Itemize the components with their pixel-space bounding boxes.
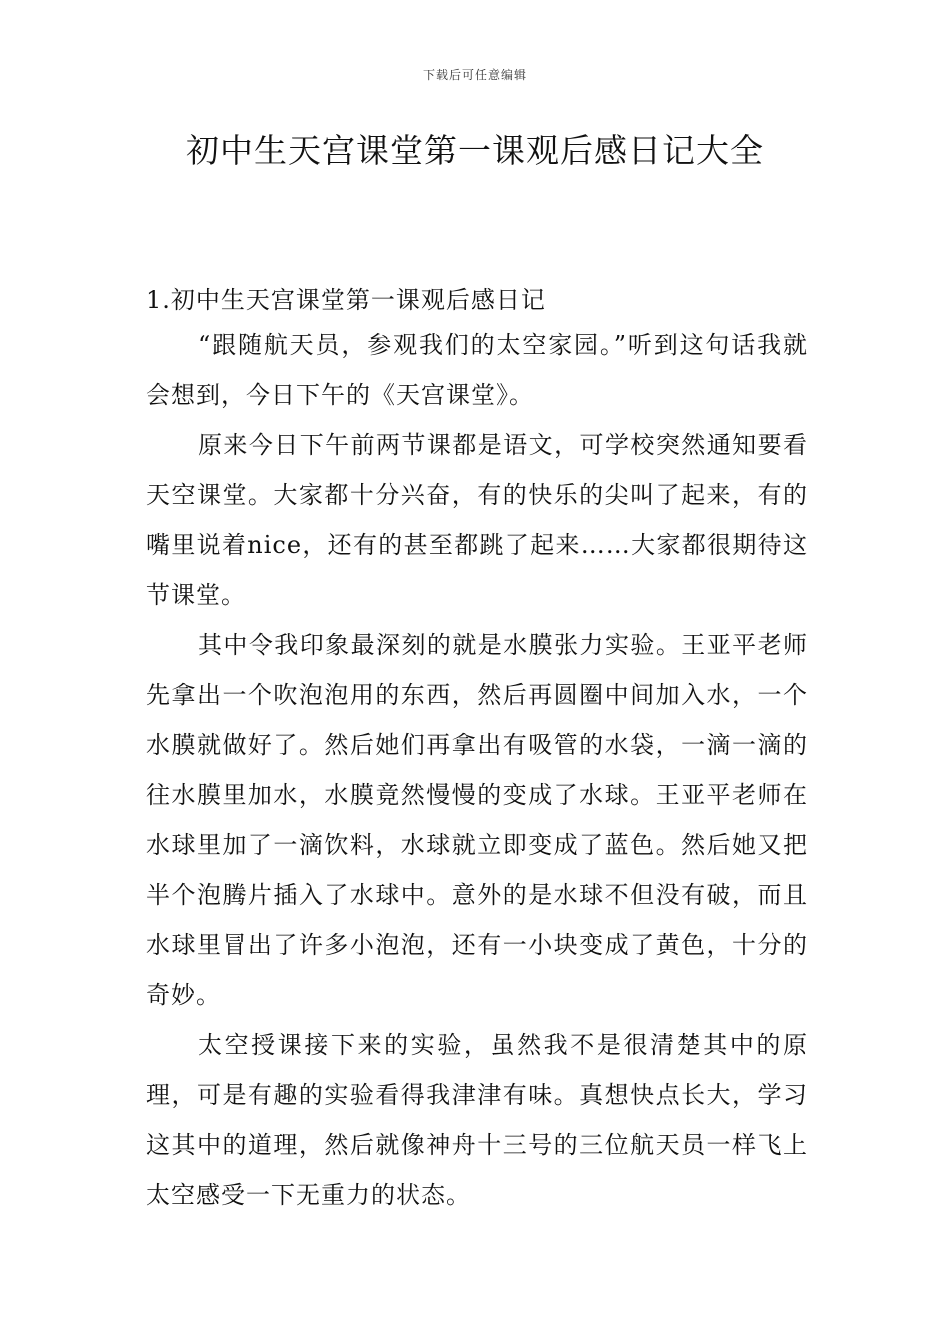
document-body [146,280,808,1220]
section-heading: 1.初中生天宫课堂第一课观后感日记 [146,286,546,314]
page-header-note: 下载后可任意编辑 [422,68,527,82]
document-title: 初中生天宫课堂第一课观后感日记大全 [186,131,764,170]
paragraph: 其中令我印象最深刻的就是水膜张力实验。王亚平老师先拿出一个吹泡泡用的东西，然后再圆圈中间加入水，一个水膜就做好了。然后她们再拿出有吸管的水袋，一滴一滴的往水膜里加水，水膜竟然慢慢的变成了水球。王亚平老师在水球里加了一滴饮料，水球就立即变成了蓝色。然后她又把半个泡腾片插入了水球中。意外的是水球不但没有破，而且水球里冒出了许多小泡泡，还有一小块变成了黄色，十分的奇妙。 [146,631,808,1009]
paragraph: 太空授课接下来的实验，虽然我不是很清楚其中的原理，可是有趣的实验看得我津津有味。真想快点长大，学习这其中的道理，然后就像神舟十三号的三位航天员一样飞上太空感受一下无重力的状态。 [146,1031,808,1209]
paragraph: “跟随航天员，参观我们的太空家园。”听到这句话我就会想到，今日下午的《天宫课堂》。 [146,331,808,409]
paragraph: 原来今日下午前两节课都是语文，可学校突然通知要看天空课堂。大家都十分兴奋，有的快乐的尖叫了起来，有的嘴里说着nice，还有的甚至都跳了起来……大家都很期待这节课堂。 [146,431,808,609]
